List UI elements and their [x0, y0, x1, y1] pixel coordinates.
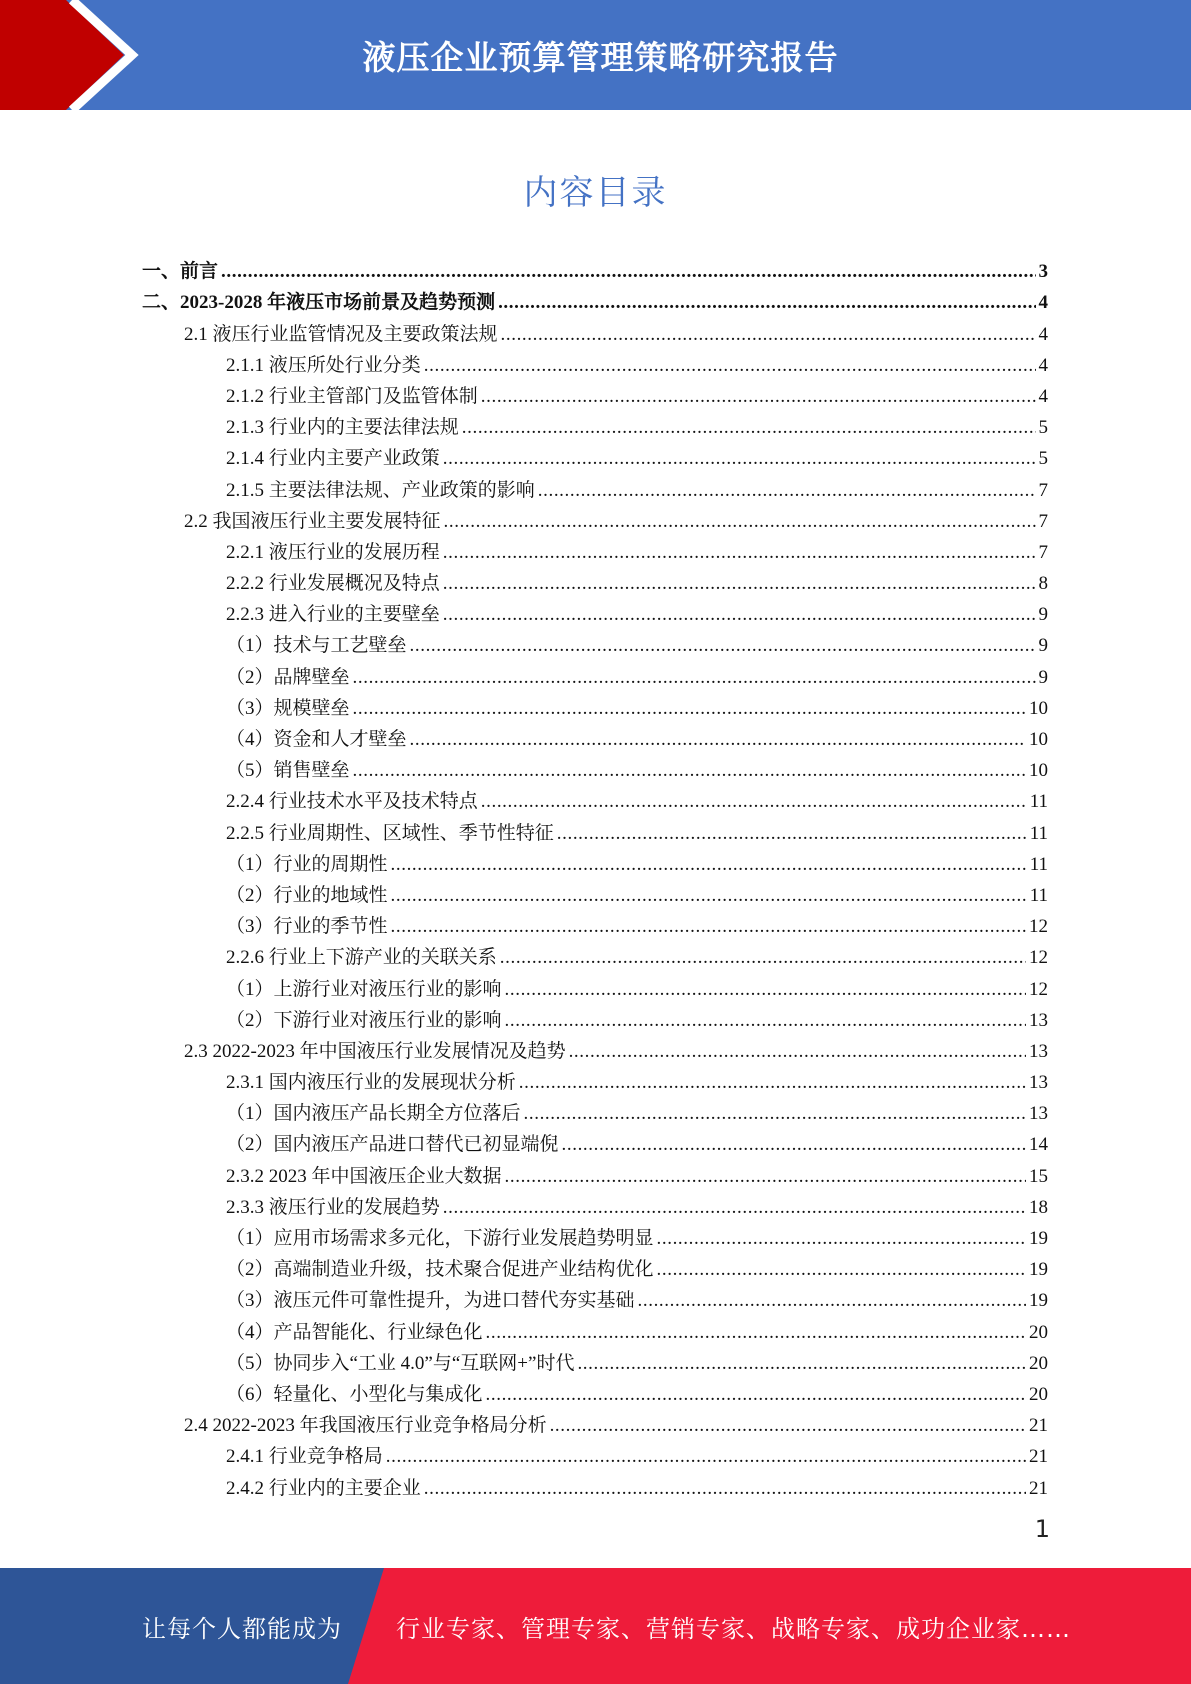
toc-leader-dots [657, 1258, 1026, 1282]
toc-leader-dots [391, 915, 1026, 939]
toc-entry-label: （1）行业的周期性 [226, 853, 388, 875]
toc-entry-label: （2）下游行业对液压行业的影响 [226, 1009, 502, 1031]
toc-entry-page: 4 [1038, 354, 1048, 376]
toc-entry-label: （3）规模壁垒 [226, 697, 350, 719]
toc-leader-dots [486, 1383, 1026, 1407]
toc-entry-label: 2.2 我国液压行业主要发展特征 [184, 510, 441, 532]
toc-leader-dots [557, 822, 1027, 846]
toc-heading: 内容目录 [523, 173, 668, 213]
toc-entry[interactable] [142, 596, 1048, 627]
toc-entry-page: 4 [1038, 292, 1048, 314]
toc-entry-page: 21 [1029, 1477, 1048, 1499]
toc-entry-label: 2.4.1 行业竞争格局 [226, 1446, 383, 1468]
toc-entry-label: （2）行业的地域性 [226, 884, 388, 906]
toc-entry-label: （6）轻量化、小型化与集成化 [226, 1383, 483, 1405]
toc-entry-label: 2.3 2022-2023 年中国液压行业发展情况及趋势 [184, 1040, 566, 1062]
toc-leader-dots [424, 1477, 1026, 1501]
toc-entry[interactable] [142, 503, 1048, 534]
toc-leader-dots [410, 634, 1036, 658]
toc-entry-label: （5）销售壁垒 [226, 760, 350, 782]
toc-leader-dots [481, 385, 1036, 409]
toc-entry[interactable] [142, 877, 1048, 908]
toc-leader-dots [505, 978, 1026, 1002]
toc-entry-page: 20 [1029, 1352, 1048, 1374]
toc-entry-page: 4 [1038, 323, 1048, 345]
toc-entry-label: 2.2.3 进入行业的主要壁垒 [226, 604, 440, 626]
page-number: 1 [1034, 1515, 1050, 1543]
toc-leader-dots [462, 416, 1036, 440]
toc-entry[interactable] [142, 284, 1048, 315]
toc-entry-label: 2.1.3 行业内的主要法律法规 [226, 417, 459, 439]
toc-entry-page: 5 [1038, 417, 1048, 439]
toc-entry[interactable] [142, 721, 1048, 752]
toc-entry-label: 2.2.4 行业技术水平及技术特点 [226, 791, 478, 813]
toc-entry[interactable] [142, 970, 1048, 1001]
toc-entry-page: 19 [1029, 1290, 1048, 1312]
toc-entry[interactable] [142, 627, 1048, 658]
toc-entry-label: （4）资金和人才壁垒 [226, 729, 407, 750]
toc-entry-label: （3）行业的季节性 [226, 916, 388, 938]
footer-band [0, 1568, 1191, 1684]
toc-leader-dots [481, 790, 1027, 814]
toc-entry-page: 9 [1038, 604, 1048, 626]
toc-entry[interactable] [142, 752, 1048, 783]
toc-entry-label: 2.4.2 行业内的主要企业 [226, 1477, 421, 1499]
toc-entry-label: （1）上游行业对液压行业的影响 [226, 978, 502, 1000]
toc-entry-label: 2.3.1 国内液压行业的发展现状分析 [226, 1072, 516, 1094]
toc-leader-dots [221, 260, 1035, 284]
toc-leader-dots [657, 1227, 1026, 1251]
toc-entry[interactable] [142, 1345, 1048, 1376]
toc-entry[interactable] [142, 565, 1048, 596]
toc-entry[interactable] [142, 1469, 1048, 1500]
toc-entry-page: 18 [1029, 1196, 1048, 1218]
toc-entry-page: 10 [1029, 760, 1048, 782]
toc-leader-dots [498, 291, 1035, 315]
toc-leader-dots [569, 1040, 1026, 1064]
toc-entry[interactable] [142, 658, 1048, 689]
toc-leader-dots [538, 479, 1036, 503]
toc-entry-label: 2.1.1 液压所处行业分类 [226, 354, 421, 376]
toc-entry-page: 8 [1038, 573, 1048, 595]
toc-entry-label: 2.2.5 行业周期性、区域性、季节性特征 [226, 822, 554, 844]
toc-leader-dots [386, 1445, 1026, 1469]
toc-leader-dots [391, 884, 1027, 908]
toc-entry-page: 21 [1029, 1446, 1048, 1468]
toc-entry-label: 2.1.4 行业内主要产业政策 [226, 448, 440, 470]
toc-entry-page: 10 [1029, 729, 1048, 750]
toc-leader-dots [444, 510, 1036, 534]
toc-entry-page: 11 [1029, 884, 1048, 906]
report-title: 液压企业预算管理策略研究报告 [362, 37, 839, 77]
toc-leader-dots [501, 323, 1036, 347]
toc-entry[interactable] [142, 1282, 1048, 1313]
toc-entry[interactable] [142, 471, 1048, 502]
toc-entry-page: 12 [1029, 947, 1048, 969]
toc-entry-page: 20 [1029, 1383, 1048, 1405]
toc-entry-label: 2.3.2 2023 年中国液压企业大数据 [226, 1165, 502, 1187]
toc-leader-dots [500, 946, 1026, 970]
toc-leader-dots [410, 728, 1026, 752]
toc-entry-page: 13 [1029, 1040, 1048, 1062]
toc-entry[interactable] [142, 1033, 1048, 1064]
toc-leader-dots [443, 603, 1036, 627]
toc-entry-label: （4）产品智能化、行业绿色化 [226, 1321, 483, 1343]
toc-leader-dots [443, 541, 1036, 565]
toc-entry-page: 7 [1038, 541, 1048, 563]
toc-entry-page: 4 [1038, 385, 1048, 407]
toc-entry[interactable] [142, 690, 1048, 721]
toc-entry-label: 2.1.2 行业主管部门及监管体制 [226, 385, 478, 407]
toc-leader-dots [443, 1196, 1026, 1220]
toc-entry[interactable] [142, 1251, 1048, 1282]
toc-entry-page: 13 [1029, 1103, 1048, 1125]
toc-entry[interactable] [142, 783, 1048, 814]
toc-entry-page: 7 [1038, 479, 1048, 501]
toc-leader-dots [486, 1321, 1026, 1345]
toc-entry[interactable] [142, 1064, 1048, 1095]
toc-entry[interactable] [142, 253, 1048, 284]
toc-leader-dots [638, 1289, 1026, 1313]
toc-entry[interactable] [142, 409, 1048, 440]
toc-entry[interactable] [142, 378, 1048, 409]
toc-entry[interactable] [142, 1313, 1048, 1344]
header-band [0, 0, 1191, 110]
toc-leader-dots [577, 1352, 1026, 1376]
toc-entry[interactable] [142, 1157, 1048, 1188]
toc-entry[interactable] [142, 1438, 1048, 1469]
toc-entry[interactable] [142, 1002, 1048, 1033]
toc-entry[interactable] [142, 908, 1048, 939]
toc-entry-page: 9 [1038, 666, 1048, 688]
toc-entry-page: 7 [1038, 510, 1048, 532]
toc-entry[interactable] [142, 1376, 1048, 1407]
toc-entry-page: 11 [1029, 853, 1048, 875]
toc-entry-label: 2.2.2 行业发展概况及特点 [226, 573, 440, 595]
toc-entry-page: 11 [1029, 791, 1048, 813]
toc-entry-page: 9 [1038, 635, 1048, 657]
toc-leader-dots [505, 1165, 1026, 1189]
toc-entry-page: 11 [1029, 822, 1048, 844]
toc-entry[interactable] [142, 534, 1048, 565]
toc-entry-page: 19 [1029, 1228, 1048, 1249]
toc-entry-label: 二、2023-2028 年液压市场前景及趋势预测 [142, 292, 496, 314]
toc-entry-label: 2.3.3 液压行业的发展趋势 [226, 1196, 440, 1218]
toc-entry-label: 2.1.5 主要法律法规、产业政策的影响 [226, 479, 535, 501]
toc-leader-dots [550, 1414, 1026, 1438]
toc-entry[interactable] [142, 1407, 1048, 1438]
toc-entry-page: 13 [1029, 1072, 1048, 1094]
toc-entry[interactable] [142, 846, 1048, 877]
toc-entry[interactable] [142, 315, 1048, 346]
toc-entry-label: （1）技术与工艺壁垒 [226, 635, 407, 657]
toc-entry-label: （1）国内液压产品长期全方位落后 [226, 1103, 521, 1125]
toc-entry-label: （2）高端制造业升级，技术聚合促进产业结构优化 [226, 1259, 654, 1281]
toc-leader-dots [353, 697, 1026, 721]
footer-slogan-left: 让每个人都能成为 [142, 1614, 342, 1643]
toc-entry-label: 2.2.6 行业上下游产业的关联关系 [226, 947, 497, 969]
toc-leader-dots [562, 1133, 1026, 1157]
toc-entry-page: 5 [1038, 448, 1048, 470]
toc-entry[interactable] [142, 1095, 1048, 1126]
toc-entry[interactable] [142, 1189, 1048, 1220]
toc-leader-dots [353, 666, 1036, 690]
toc-entry-page: 3 [1038, 261, 1048, 283]
toc-entry-label: （1）应用市场需求多元化，下游行业发展趋势明显 [226, 1228, 654, 1249]
toc-leader-dots [353, 759, 1026, 783]
toc-leader-dots [443, 447, 1036, 471]
toc-leader-dots [524, 1102, 1026, 1126]
toc-leader-dots [505, 1009, 1026, 1033]
toc-entry-label: 2.2.1 液压行业的发展历程 [226, 541, 440, 563]
toc-entry-label: 一、前言 [142, 261, 219, 283]
toc-entry-label: （3）液压元件可靠性提升，为进口替代夯实基础 [226, 1290, 635, 1312]
toc-leader-dots [424, 354, 1036, 378]
table-of-contents [142, 253, 1048, 1501]
toc-entry[interactable] [142, 1220, 1048, 1251]
toc-entry-page: 13 [1029, 1009, 1048, 1031]
toc-entry-label: 2.1 液压行业监管情况及主要政策法规 [184, 323, 498, 345]
toc-entry[interactable] [142, 440, 1048, 471]
toc-entry[interactable] [142, 1126, 1048, 1157]
toc-entry-page: 14 [1029, 1134, 1048, 1156]
toc-entry-label: 2.4 2022-2023 年我国液压行业竞争格局分析 [184, 1415, 547, 1437]
toc-entry-page: 12 [1029, 978, 1048, 1000]
toc-entry[interactable] [142, 814, 1048, 845]
toc-entry-page: 12 [1029, 916, 1048, 938]
toc-entry-page: 15 [1029, 1165, 1048, 1187]
toc-entry-page: 21 [1029, 1415, 1048, 1437]
toc-leader-dots [443, 572, 1036, 596]
toc-entry[interactable] [142, 939, 1048, 970]
toc-entry-page: 19 [1029, 1259, 1048, 1281]
toc-leader-dots [519, 1071, 1026, 1095]
toc-entry-label: （5）协同步入“工业 4.0”与“互联网+”时代 [226, 1352, 575, 1374]
footer-slogan-right: 行业专家、管理专家、营销专家、战略专家、成功企业家…… [396, 1614, 1071, 1643]
toc-entry[interactable] [142, 347, 1048, 378]
toc-entry-label: （2）国内液压产品进口替代已初显端倪 [226, 1134, 559, 1156]
toc-entry-label: （2）品牌壁垒 [226, 666, 350, 688]
toc-leader-dots [391, 853, 1027, 877]
toc-entry-page: 20 [1029, 1321, 1048, 1343]
toc-entry-page: 10 [1029, 697, 1048, 719]
